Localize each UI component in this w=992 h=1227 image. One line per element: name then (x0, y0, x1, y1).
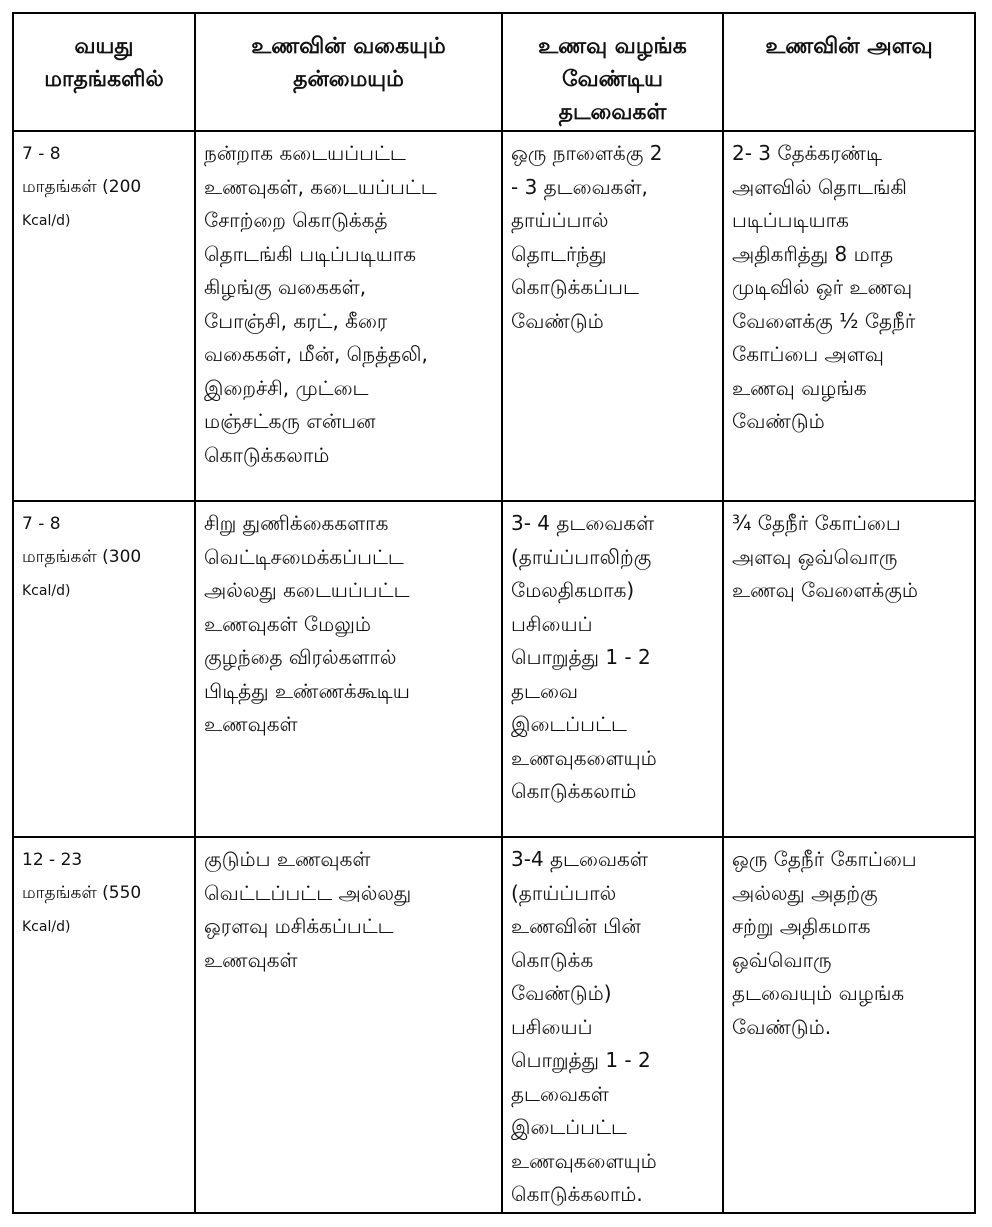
age-months-kcal: மாதங்கள் (550 (22, 883, 142, 903)
food-type-cell (195, 837, 502, 1213)
header-quantity-text: உணவின் அளவு (765, 34, 933, 59)
frequency-cell (502, 501, 723, 837)
quantity-cell (723, 501, 975, 837)
food-type-cell (195, 501, 502, 837)
header-frequency (502, 13, 723, 131)
food-type-text: குடும்ப உணவுகள் வெட்டப்பட்ட அல்லது ஒரளவு மசிக்கப்பட்ட உணவுகள் (204, 847, 412, 972)
food-type-text: சிறு துணிக்கைகளாக வெட்டிசமைக்கப்பட்ட அல்லது கடையப்பட்ட உணவுகள் மேலும் குழந்தை விரல்களால் பிடித்து உண்ணக்கூடிய உணவுகள் (204, 511, 410, 736)
age-months-kcal: மாதங்கள் (300 (22, 547, 142, 567)
quantity-text: ஒரு தேநீர் கோப்பை அல்லது அதற்கு சற்று அதிகமாக ஒவ்வொரு தடவையும் வழங்க வேண்டும். (732, 847, 917, 1039)
table-row (13, 837, 975, 1213)
age-text (14, 502, 194, 608)
feeding-table (12, 12, 976, 1214)
quantity-text: ¾ தேநீர் கோப்பை அளவு ஒவ்வொரு உணவு வேளைக்கும் (732, 511, 918, 602)
frequency-text: ஒரு நாளைக்கு 2 - 3 தடவைகள், தாய்ப்பால் தொடர்ந்து கொடுக்கப்பட வேண்டும் (511, 141, 663, 333)
table-row (13, 131, 975, 501)
frequency-text: 3- 4 தடவைகள் (தாய்ப்பாலிற்கு மேலதிகமாக) பசியைப் பொறுத்து 1 - 2 தடவை இடைப்பட்ட உணவுகளையும் கொடுக்கலாம் (511, 511, 657, 803)
frequency-cell (502, 837, 723, 1213)
quantity-text: 2- 3 தேக்கரண்டி அளவில் தொடங்கி படிப்படியாக அதிகரித்து 8 மாத முடிவில் ஒர் உணவு வேளைக்கு ½ தேநீர் கோப்பை அளவு உணவு வழங்க வேண்டும் (732, 141, 916, 433)
header-quantity (723, 13, 975, 131)
age-cell (13, 837, 195, 1213)
header-frequency-text: உணவு வழங்க வேண்டிய தடவைகள் (538, 34, 687, 125)
age-range: 7 - 8 (22, 144, 61, 164)
frequency-cell (502, 131, 723, 501)
table-row (13, 501, 975, 837)
header-age (13, 13, 195, 131)
age-kcal-unit: Kcal/d) (22, 213, 71, 229)
age-months-kcal: மாதங்கள் (200 (22, 177, 142, 197)
age-cell (13, 131, 195, 501)
frequency-text: 3-4 தடவைகள் (தாய்ப்பால் உணவின் பின் கொடுக்க வேண்டும்) பசியைப் பொறுத்து 1 - 2 தடவைகள் இடைப்பட்ட உணவுகளையும் கொடுக்கலாம். (511, 847, 657, 1206)
food-type-text: நன்றாக கடையப்பட்ட உணவுகள், கடையப்பட்ட சோற்றை கொடுக்கத் தொடங்கி படிப்படியாக கிழங்கு வகைகள், போஞ்சி, கரட், கீரை வகைகள், மீன், நெத்தலி, இறைச்சி, முட்டை மஞ்சட்கரு என்பன கொடுக்கலாம் (204, 141, 437, 467)
header-food-type (195, 13, 502, 131)
age-text (14, 838, 194, 944)
quantity-cell (723, 131, 975, 501)
header-food-type-text: உணவின் வகையும் தன்மையும் (251, 34, 446, 92)
food-type-cell (195, 131, 502, 501)
age-text (14, 132, 194, 238)
quantity-cell (723, 837, 975, 1213)
age-cell (13, 501, 195, 837)
age-kcal-unit: Kcal/d) (22, 583, 71, 599)
header-row (13, 13, 975, 131)
age-kcal-unit: Kcal/d) (22, 919, 71, 935)
header-age-text: வயது மாதங்களில் (44, 34, 164, 92)
age-range: 12 - 23 (22, 850, 83, 870)
age-range: 7 - 8 (22, 514, 61, 534)
